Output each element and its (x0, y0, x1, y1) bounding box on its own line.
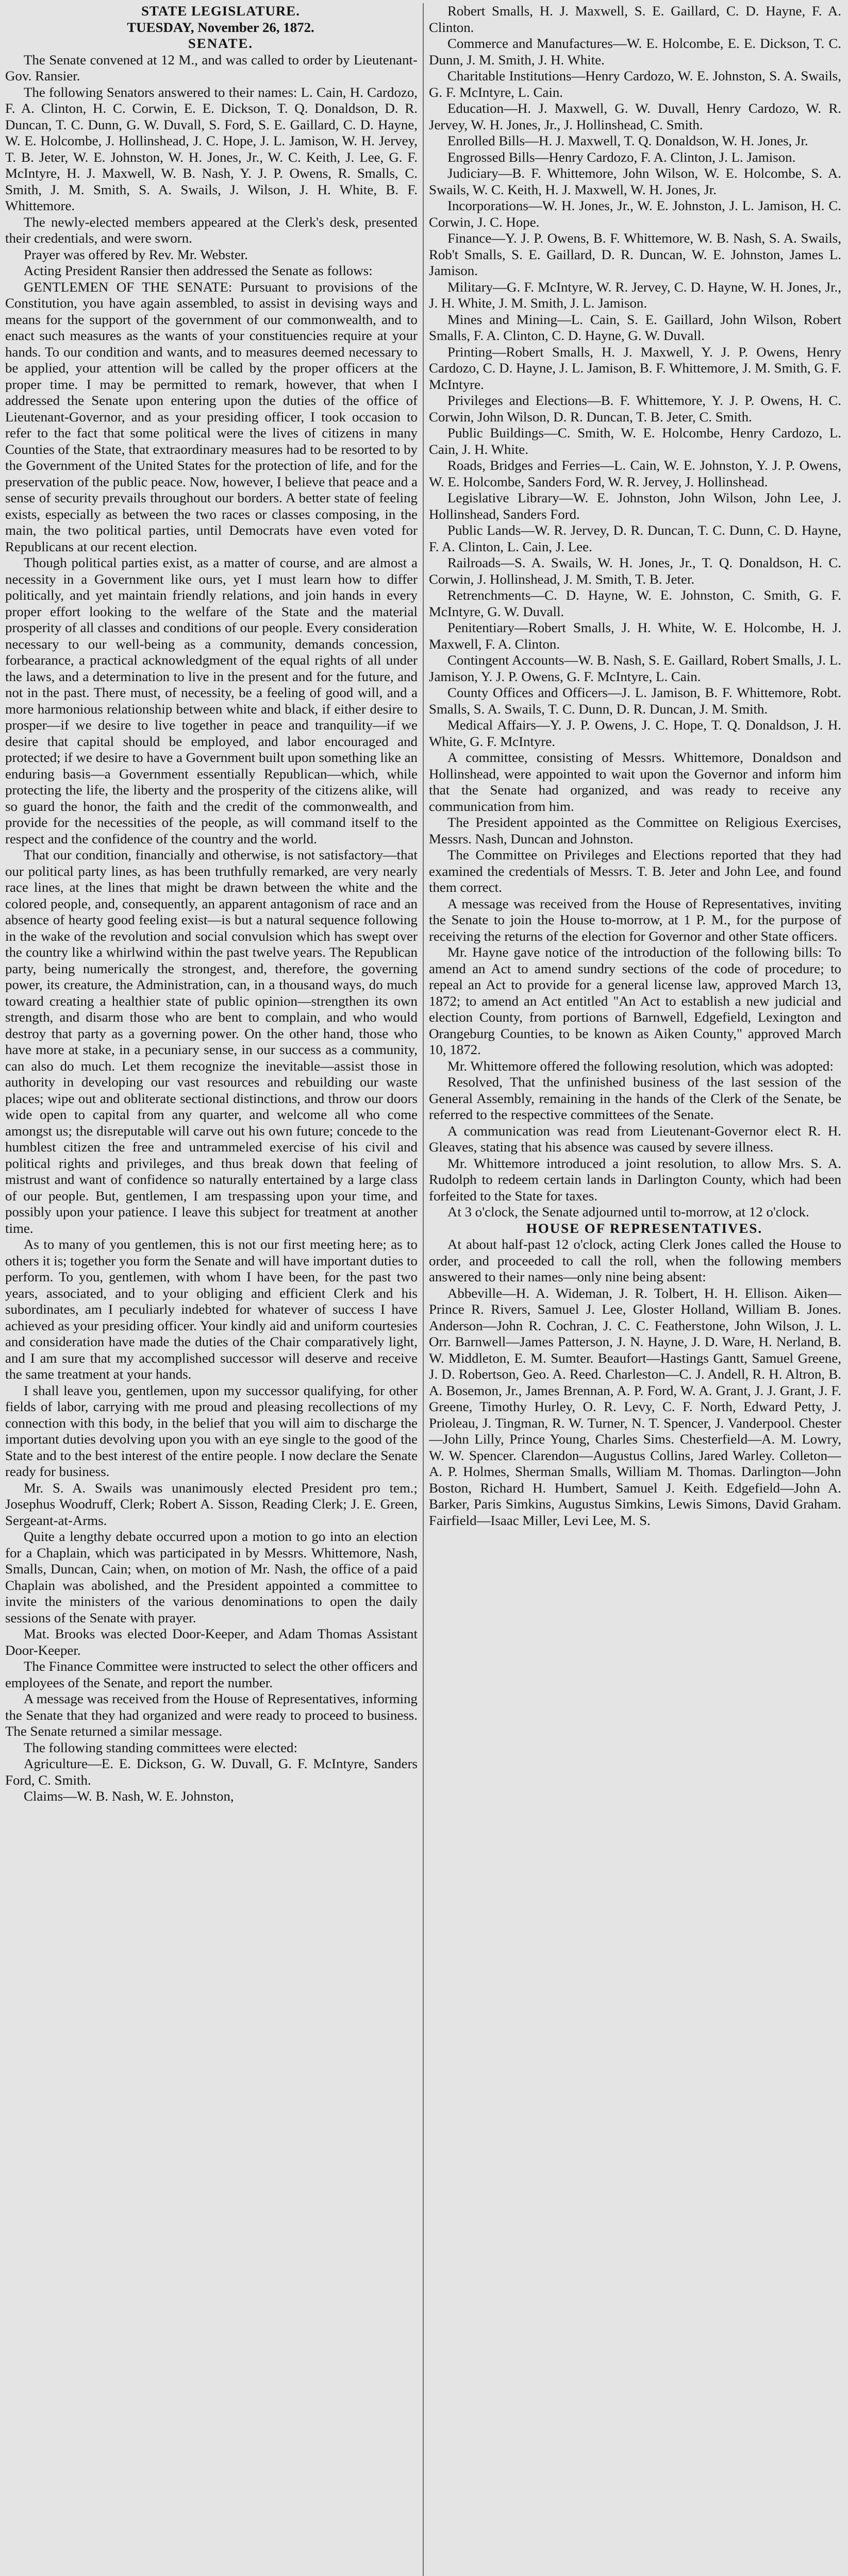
dateline (5, 20, 418, 36)
column-divider (423, 3, 424, 2576)
article-paragraph: Privileges and Elections—B. F. Whittemore, Y. J. P. Owens, H. C. Corwin, John Wilson, D. R. Duncan, T. B. Jeter, C. Smith. (429, 393, 841, 425)
article-paragraph: Engrossed Bills—Henry Cardozo, F. A. Clinton, J. L. Jamison. (447, 149, 796, 165)
article-paragraph: A committee, consisting of Messrs. Whittemore, Donaldson and Hollinshead, were appointed to wait upon the Governor and inform him that the Senate had organized, and was ready to receive any communication from him. (429, 750, 841, 814)
article-paragraph: Mr. S. A. Swails was unanimously elected President pro tem.; Josephus Woodruff, Clerk; Robert A. Sisson, Reading Clerk; J. E. Green, Sergeant-at-Arms. (5, 1480, 418, 1528)
article-paragraph: Education—H. J. Maxwell, G. W. Duvall, Henry Cardozo, W. R. Jervey, W. H. Jones, Jr., J. Hollinshead, C. Smith. (429, 100, 841, 132)
page-title: STATE LEGISLATURE. (141, 3, 300, 19)
article-paragraph: I shall leave you, gentlemen, upon my successor qualifying, for other fields of labor, carrying with me proud and pleasing recollections of my connection with this body, in the belief that you will aim to discharge the important duties devolving upon you with an eye single to the good of the State and to the best interest of the entire people. I now declare the Senate ready for business. (5, 1382, 418, 1479)
article-paragraph: Penitentiary—Robert Smalls, J. H. White, W. E. Holcombe, H. J. Maxwell, F. A. Clinton. (429, 620, 841, 652)
article-paragraph: Mr. Whittemore offered the following resolution, which was adopted: (447, 1058, 834, 1074)
article-paragraph: GENTLEMEN OF THE SENATE: Pursuant to provisions of the Constitution, you have again assembled, to assist in devising ways and means for the support of the government of our commonwealth, and to enact such measures as the wants of your constituencies require at your hands. To our condition and wants, and to measures deemed necessary to be applied, your attention will be called by the proper officers at the proper time. I may be permitted to remark, however, that when I addressed the Senate upon entering upon the duties of the office of Lieutenant-Governor, and as your presiding officer, I took occasion to refer to the fact that some political were the lives of citizens in many Counties of the State, that extraordinary measures had to be resorted to by the Government of the United States for the protection of life, and for the preservation of the public peace. Now, however, I believe that peace and a sense of security prevails throughout our borders. A better state of feeling exists, especially as between the two races or classes composing, in the main, the two political parties, until Democrats have even voted for Republicans at our recent election. (5, 279, 418, 554)
article-paragraph: The Committee on Privileges and Elections reported that they had examined the credentials of Messrs. T. B. Jeter and John Lee, and found them correct. (429, 847, 841, 895)
article-paragraph: Claims—W. B. Nash, W. E. Johnston, (24, 1788, 234, 1804)
article-paragraph: Retrenchments—C. D. Hayne, W. E. Johnston, C. Smith, G. F. McIntyre, G. W. Duvall. (429, 587, 841, 619)
article-paragraph: Legislative Library—W. E. Johnston, John Wilson, John Lee, J. Hollinshead, Sanders Ford. (429, 490, 841, 522)
senate-heading: SENATE. (188, 36, 254, 51)
article-paragraph: Commerce and Manufactures—W. E. Holcombe, E. E. Dickson, T. C. Dunn, J. M. Smith, J. H. White. (429, 36, 841, 67)
article-paragraph: At about half-past 12 o'clock, acting Clerk Jones called the House to order, and proceeded to call the roll, when the following members answered to their names—only nine being absent: (429, 1236, 841, 1284)
article-paragraph: The newly-elected members appeared at the Clerk's desk, presented their credentials, and were sworn. (5, 214, 418, 246)
article-paragraph: Charitable Institutions—Henry Cardozo, W. E. Johnston, S. A. Swails, G. F. McIntyre, L. Cain. (429, 68, 841, 100)
article-paragraph: Mr. Hayne gave notice of the introduction of the following bills: To amend an Act to amend sundry sections of the code of procedure; to repeal an Act to provide for a general license law, approved March 13, 1872; to amend an Act entitled "An Act to establish a new judicial and election County, from portions of Barnwell, Edgefield, Lexington and Orangeburg Counties, to be known as Aiken County," approved March 10, 1872. (429, 944, 841, 1057)
article-paragraph: The following standing committees were elected: (24, 1739, 297, 1755)
article-paragraph: The Finance Committee were instructed to select the other officers and employees of the Senate, and report the number. (5, 1658, 418, 1690)
article-paragraph: Acting President Ransier then addressed the Senate as follows: (24, 263, 373, 278)
article-paragraph: Military—G. F. McIntyre, W. R. Jervey, C. D. Hayne, W. H. Jones, Jr., J. H. White, J. M. Smith, J. L. Jamison. (429, 279, 841, 311)
right-column (429, 3, 841, 2576)
article-paragraph: Roads, Bridges and Ferries—L. Cain, W. E. Johnston, Y. J. P. Owens, W. E. Holcombe, Sanders Ford, W. R. Jervey, J. Hollinshead. (429, 457, 841, 489)
article-paragraph: Finance—Y. J. P. Owens, B. F. Whittemore, W. B. Nash, S. A. Swails, Rob't Smalls, S. E. Gaillard, D. R. Duncan, W. E. Johnston, James L. Jamison. (429, 230, 841, 278)
article-paragraph: Printing—Robert Smalls, H. J. Maxwell, Y. J. P. Owens, Henry Cardozo, C. D. Hayne, J. L. Jamison, B. F. Whittemore, J. M. Smith, G. F. McIntyre. (429, 344, 841, 392)
article-paragraph: As to many of you gentlemen, this is not our first meeting here; as to others it is; together you form the Senate and will have important duties to perform. To you, gentlemen, with whom I have been, for the past two years, associated, and to your obliging and efficient Clerk and his subordinates, am I peculiarly indebted for whatever of success I have achieved as your presiding officer. Your kindly aid and uniform courtesies and consideration have made the duties of the Chair comparatively light, and I am sure that my accomplished successor will deserve and receive the same treatment at your hands. (5, 1236, 418, 1382)
article-paragraph: The President appointed as the Committee on Religious Exercises, Messrs. Nash, Duncan and Johnston. (429, 815, 841, 846)
article-paragraph: The following Senators answered to their names: L. Cain, H. Cardozo, F. A. Clinton, H. C. Corwin, E. E. Dickson, T. Q. Donaldson, D. R. Duncan, T. C. Dunn, G. W. Duvall, S. Ford, S. E. Gaillard, C. D. Hayne, W. E. Holcombe, J. Hollinshead, J. C. Hope, J. L. Jamison, W. H. Jervey, T. B. Jeter, W. E. Johnston, W. H. Jones, Jr., W. C. Keith, J. Lee, G. F. McIntyre, H. J. Maxwell, W. B. Nash, Y. J. P. Owens, R. Smalls, C. Smith, J. M. Smith, S. A. Swails, J. Wilson, J. H. White, B. F. Whittemore. (5, 84, 418, 213)
article-paragraph: Incorporations—W. H. Jones, Jr., W. E. Johnston, J. L. Jamison, H. C. Corwin, J. C. Hope. (429, 198, 841, 230)
article-paragraph: That our condition, financially and otherwise, is not satisfactory—that our political party lines, as has been truthfully remarked, are very nearly race lines, at the lines that might be drawn between the white and the colored people, and, consequently, an apparent antagonism of race and an absence of hearty good feeling exist—is but a natural sequence following in the wake of the revolution and social convulsion which has swept over the country like a whirlwind within the past twelve years. The Republican party, being numerically the strongest, and, therefore, the governing power, its creature, the Administration, can, in a thousand ways, do much toward creating a healthier state of public opinion—strengthen its own strength, and disarm those who are bent to complain, and who would destroy that party as a governing power. On the other hand, those who have more at stake, in a pecuniary sense, in our success as a community, can also do much. Let them recognize the inevitable—assist those in authority in developing our vast resources and rebuilding our waste places; wipe out and obliterate sectional distinctions, and throw our doors wide open to capital from any quarter, and welcome all who come amongst us; the disreputable will carve out his own future; concede to the humblest citizen the free and untrammeled exercise of his civil and political rights and privileges, and thus break down that feeling of mistrust and want of confidence so naturally entertained by a large class of our people. But, gentlemen, I am trespassing upon your time, and possibly upon your patience. I leave this subject for treatment at another time. (5, 847, 418, 1236)
article-paragraph: Judiciary—B. F. Whittemore, John Wilson, W. E. Holcombe, S. A. Swails, W. C. Keith, H. J. Maxwell, W. H. Jones, Jr. (429, 165, 841, 197)
article-paragraph: Abbeville—H. A. Wideman, J. R. Tolbert, H. H. Ellison. Aiken—Prince R. Rivers, Samuel J. Lee, Gloster Holland, William B. Jones. Anderson—John R. Cochran, J. C. C. Featherstone, John Wilson, J. L. Orr. Barnwell—James Patterson, J. N. Hayne, J. D. Ware, H. Nerland, B. W. Middleton, E. M. Sumter. Beaufort—Hastings Gantt, Samuel Greene, J. D. Robertson, Geo. A. Reed. Charleston—C. J. Andell, R. H. Altron, B. A. Bosemon, Jr., James Brennan, A. P. Ford, W. A. Grant, J. J. Grant, J. F. Greene, Timothy Hurley, O. R. Levy, C. F. North, Edward Petty, J. Prioleau, J. Tingman, R. W. Turner, N. T. Spencer, J. Vanderpool. Chester—John Lilly, Prince Young, Charles Sims. Chesterfield—A. M. Lowry, W. W. Spencer. Clarendon—Augustus Collins, Jared Warley. Colleton—A. P. Holmes, Sherman Smalls, William M. Thomas. Darlington—John Boston, Richard H. Humbert, Samuel J. Keith. Edgefield—John A. Barker, Paris Simkins, Augustus Simkins, Lewis Simons, David Graham. Fairfield—Isaac Miller, Levi Lee, M. S. (429, 1285, 841, 1528)
article-paragraph: Though political parties exist, as a matter of course, and are almost a necessity in a Government like ours, yet I must learn how to differ politically, and yet maintain friendly relations, and join hands in every proper effort looking to the welfare of the State and the material prosperity of all classes and conditions of our people. Every consideration necessary to our well-being as a community, demands concession, forbearance, a practical acknowledgment of the equal rights of all under the laws, and a determination to live in the present and for the future, and not in the past. There must, of necessity, be a feeling of good will, and a more harmonious relationship between white and black, if either desire to prosper—if we desire to live together in peace and tranquility—if we desire that capital should be employed, and labor encouraged and protected; if we desire to have a Government built upon something like an enduring basis—a Government essentially Republican—which, while protecting the life, the liberty and the prosperity of the citizens alike, will so guard the honor, the faith and the credit of the commonwealth, and provide for the necessities of the people, as will command itself to the respect and the confidence of the country and the world. (5, 555, 418, 846)
article-paragraph: County Offices and Officers—J. L. Jamison, B. F. Whittemore, Robt. Smalls, S. A. Swails, T. C. Dunn, D. R. Duncan, J. M. Smith. (429, 685, 841, 717)
article-paragraph: Agriculture—E. E. Dickson, G. W. Duvall, G. F. McIntyre, Sanders Ford, C. Smith. (5, 1756, 418, 1788)
article-paragraph: A communication was read from Lieutenant-Governor elect R. H. Gleaves, stating that his absence was caused by severe illness. (429, 1123, 841, 1155)
article-paragraph: Enrolled Bills—H. J. Maxwell, T. Q. Donaldson, W. H. Jones, Jr. (447, 133, 808, 148)
article-paragraph: Railroads—S. A. Swails, W. H. Jones, Jr., T. Q. Donaldson, H. C. Corwin, J. Hollinshead, J. M. Smith, T. B. Jeter. (429, 555, 841, 587)
article-paragraph: A message was received from the House of Representatives, informing the Senate that they had organized and were ready to proceed to business. The Senate returned a similar message. (5, 1691, 418, 1739)
article-paragraph: Mr. Whittemore introduced a joint resolution, to allow Mrs. S. A. Rudolph to redeem certain lands in Darlington County, which had been forfeited to the State for taxes. (429, 1155, 841, 1204)
article-paragraph: Resolved, That the unfinished business of the last session of the General Assembly, remaining in the hands of the Clerk of the Senate, be referred to the respective committees of the Senate. (429, 1074, 841, 1122)
article-paragraph: Public Buildings—C. Smith, W. E. Holcombe, Henry Cardozo, L. Cain, J. H. White. (429, 425, 841, 457)
article-paragraph: Prayer was offered by Rev. Mr. Webster. (24, 246, 248, 262)
left-column (5, 3, 418, 2576)
article-paragraph: Mines and Mining—L. Cain, S. E. Gaillard, John Wilson, Robert Smalls, F. A. Clinton, C. D. Hayne, G. W. Duvall. (429, 311, 841, 343)
article-paragraph: Public Lands—W. R. Jervey, D. R. Duncan, T. C. Dunn, C. D. Hayne, F. A. Clinton, L. Cain, J. Lee. (429, 522, 841, 554)
dateline-text: TUESDAY, November 26, 1872. (127, 19, 314, 35)
article-paragraph: Robert Smalls, H. J. Maxwell, S. E. Gaillard, C. D. Hayne, F. A. Clinton. (429, 3, 841, 35)
article-paragraph: A message was received from the House of Representatives, inviting the Senate to join the House to-morrow, at 1 P. M., for the purpose of receiving the returns of the election for Governor and other State officers. (429, 895, 841, 944)
article-paragraph: The Senate convened at 12 M., and was called to order by Lieutenant-Gov. Ransier. (5, 52, 418, 83)
section-heading: HOUSE OF REPRESENTATIVES. (526, 1220, 763, 1236)
article-paragraph: Contingent Accounts—W. B. Nash, S. E. Gaillard, Robert Smalls, J. L. Jamison, Y. J. P. Owens, G. F. McIntyre, L. Cain. (429, 652, 841, 684)
article-paragraph: At 3 o'clock, the Senate adjourned until to-morrow, at 12 o'clock. (447, 1204, 809, 1219)
article-paragraph: Medical Affairs—Y. J. P. Owens, J. C. Hope, T. Q. Donaldson, J. H. White, G. F. McIntyre. (429, 717, 841, 749)
article-paragraph: Quite a lengthy debate occurred upon a motion to go into an election for a Chaplain, which was participated in by Messrs. Whittemore, Nash, Smalls, Duncan, Cain; when, on motion of Mr. Nash, the office of a paid Chaplain was abolished, and the President appointed a committee to invite the ministers of the various denominations to open the daily sessions of the Senate with prayer. (5, 1529, 418, 1625)
article-paragraph: Mat. Brooks was elected Door-Keeper, and Adam Thomas Assistant Door-Keeper. (5, 1626, 418, 1658)
